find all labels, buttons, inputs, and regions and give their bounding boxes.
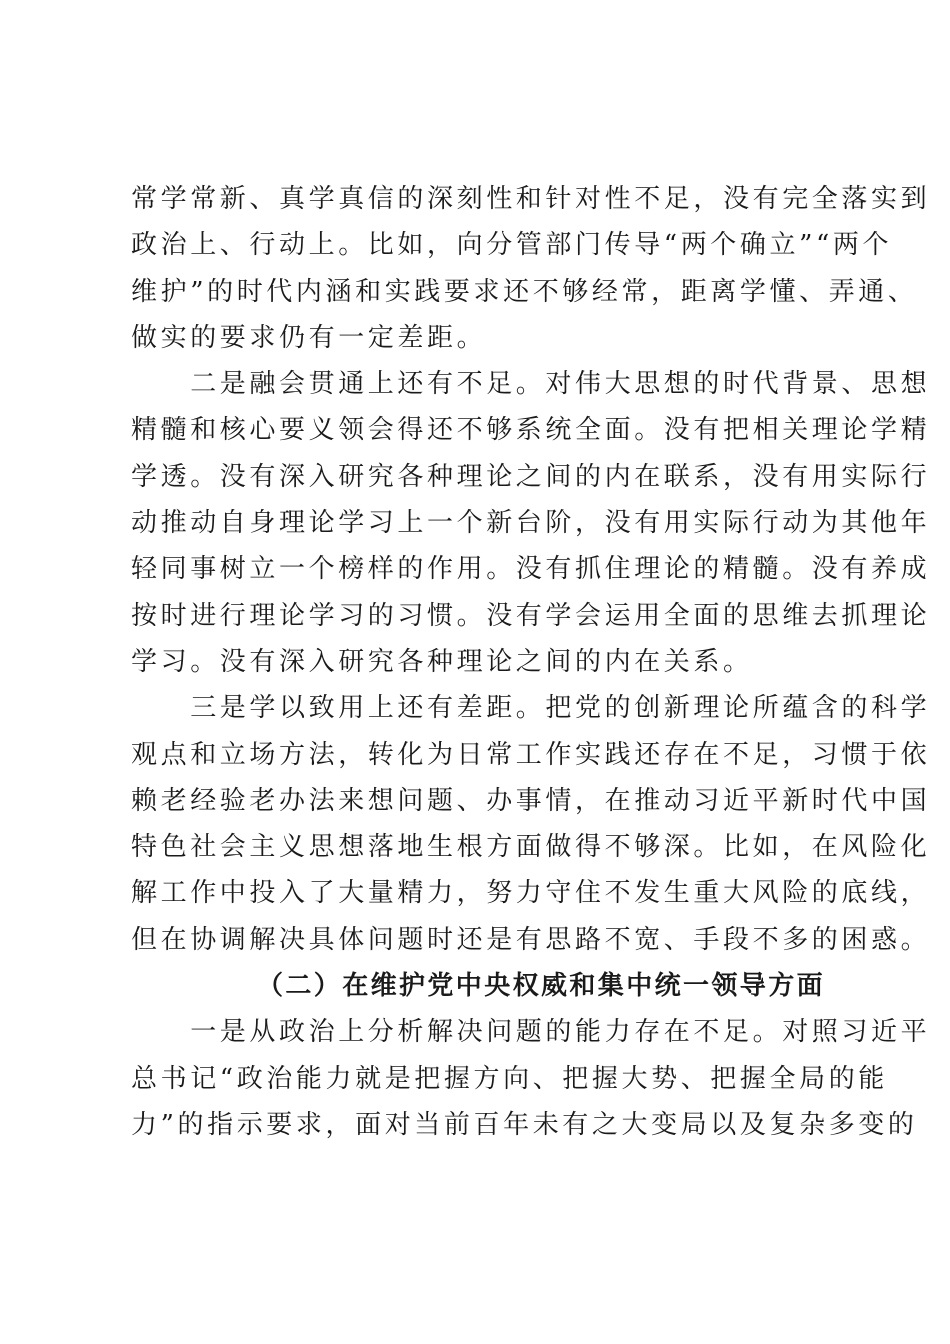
paragraph-line: 学习。没有深入研究各种理论之间的内在关系。 — [131, 646, 753, 677]
paragraph-line: 精髓和核心要义领会得还不够系统全面。没有把相关理论学精 — [131, 415, 931, 446]
section-heading: （二）在维护党中央权威和集中统一领导方面 — [257, 971, 826, 1002]
paragraph-line: 做实的要求仍有一定差距。 — [131, 322, 487, 353]
paragraph-line: 二是融会贯通上还有不足。对伟大思想的时代背景、思想 — [131, 369, 931, 400]
paragraph-line: 解工作中投入了大量精力，努力守住不发生重大风险的底线， — [131, 878, 931, 909]
paragraph-line: 轻同事树立一个榜样的作用。没有抓住理论的精髓。没有养成 — [131, 554, 931, 585]
paragraph-line: 政治上、行动上。比如，向分管部门传导“两个确立”“两个 — [131, 230, 893, 261]
paragraph-line: 观点和立场方法，转化为日常工作实践还存在不足，习惯于依 — [131, 739, 931, 770]
paragraph-line: 但在协调解决具体问题时还是有思路不宽、手段不多的困惑。 — [131, 924, 931, 955]
paragraph-line: 学透。没有深入研究各种理论之间的内在联系，没有用实际行 — [131, 461, 931, 492]
paragraph-line: 按时进行理论学习的习惯。没有学会运用全面的思维去抓理论 — [131, 600, 931, 631]
paragraph-line: 总书记“政治能力就是把握方向、把握大势、把握全局的能 — [131, 1063, 888, 1094]
paragraph-line: 三是学以致用上还有差距。把党的创新理论所蕴含的科学 — [131, 693, 931, 724]
paragraph-line: 力”的指示要求，面对当前百年未有之大变局以及复杂多变的 — [131, 1109, 918, 1140]
paragraph-line: 一是从政治上分析解决问题的能力存在不足。对照习近平 — [131, 1017, 931, 1048]
paragraph-line: 动推动自身理论学习上一个新台阶，没有用实际行动为其他年 — [131, 508, 931, 539]
paragraph-line: 特色社会主义思想落地生根方面做得不够深。比如，在风险化 — [131, 832, 931, 863]
document-body — [131, 176, 931, 1148]
paragraph-line: 赖老经验老办法来想问题、办事情，在推动习近平新时代中国 — [131, 785, 931, 816]
paragraph-line: 常学常新、真学真信的深刻性和针对性不足，没有完全落实到 — [131, 184, 931, 214]
paragraph-line: 维护”的时代内涵和实践要求还不够经常，距离学懂、弄通、 — [131, 276, 918, 307]
